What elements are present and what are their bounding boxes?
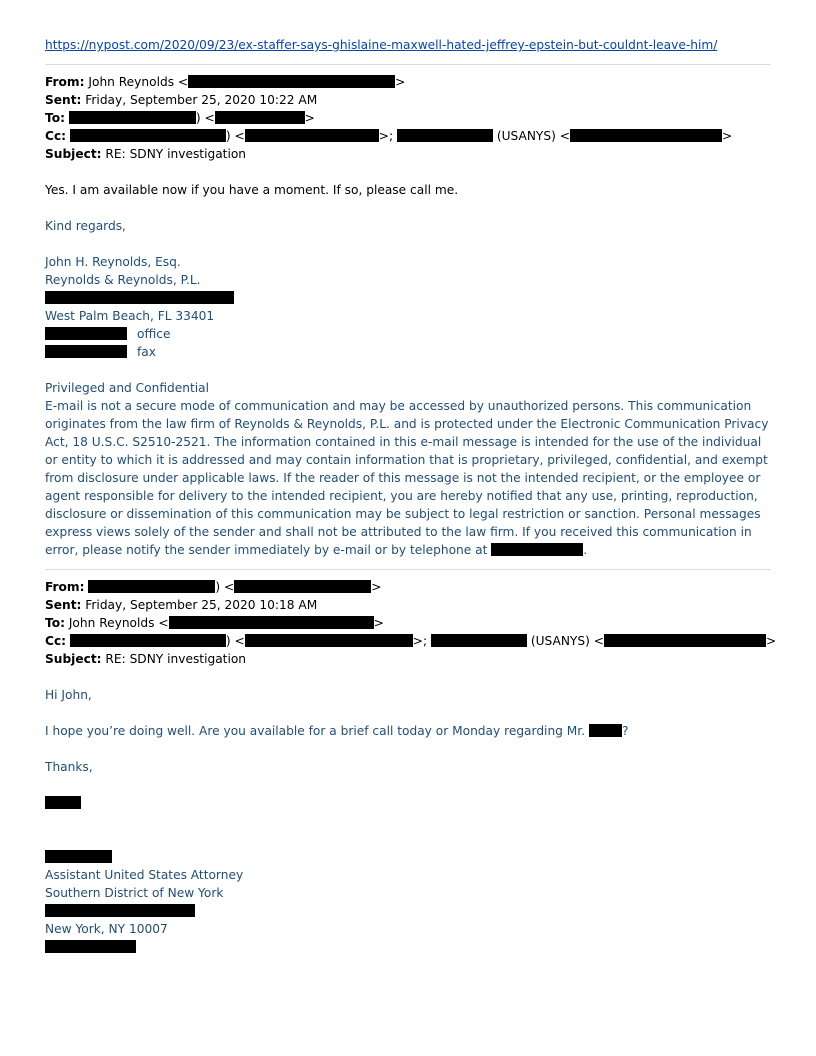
from-value: John Reynolds <: [88, 75, 189, 89]
redaction: [70, 129, 226, 142]
cc-usanys: (USANYS) <: [530, 634, 604, 648]
cc-usanys: (USANYS) <: [496, 129, 570, 143]
closing: Kind regards,: [45, 219, 126, 233]
redaction: [45, 345, 127, 358]
from-label: From:: [45, 580, 85, 594]
redaction: [45, 796, 81, 809]
redaction: [215, 111, 305, 124]
redaction: [169, 616, 374, 629]
sent-label: Sent:: [45, 93, 82, 107]
redaction: [431, 634, 527, 647]
redaction: [45, 291, 234, 304]
email-thread: https://nypost.com/2020/09/23/ex-staffer-says-ghislaine-maxwell-hated-jeffrey-epstein-but-couldnt-leave-him/ From: John Reynolds < > Sent: Friday, September 25, 2020 10:22 AM To: ) < > Cc: ) < >; (USANYS) < > Subject: RE: SDNY investigation Yes. I am available now if you have a moment. If so, please call me. Kind regards, John H. Reynolds, Esq. Reynolds & Reynolds, P.L. West Palm Beach, FL 33401 office fax Privileged and Confidential E-mail is not a secure mode of communication and may be accessed by unauthorized persons. This communication originates from the law firm of Reynolds & Reynolds, P.L. and is protected under the Electronic Communication Privacy Act, 18 U.S.C. S2510-2521. The information contained in this e-mail message is intended for the use of the individual or entity to which it is addressed and may contain information that is proprietary, privileged, confidential, and exempt from disclosure under applicable laws. If the reader of this message is not the intended recipient, or the employee or agent responsible for delivery to the intended recipient, you are hereby notified that any use, printing, reproduction, disclosure or dissemination of this communication may be subject to legal restriction or sanction. Personal messages express views solely of the sender and shall not be attributed to the law firm. If you received this communication in error, please notify the sender immediately by e-mail or by telephone at . From: ) < > Sent: Friday, September 25, 2020 10:18 AM To: John Reynolds < > Cc: ) < >; (USANYS) < > Subject: RE: SDNY investigation Hi John, I hope you’re doing well. Are you available for a brief call today or Monday regarding Mr. ? Thanks, Assistant United States Attorney Southern District of New York New York, NY 10007: [45, 36, 771, 956]
subject-value: RE: SDNY investigation: [105, 652, 247, 666]
notice-text: E-mail is not a secure mode of communication and may be accessed by unauthorized persons. This communication originates from the law firm of Reynolds & Reynolds, P.L. and is protected under the Electronic Communication Privacy Act, 18 U.S.C. S2510-2521. The information contained in this e-mail message is intended for the use of the individual or entity to which it is addressed and may contain information that is proprietary, privileged, confidential, and exempt from disclosure under applicable laws. If the reader of this message is not the intended recipient, or the employee or agent responsible for delivery to the intended recipient, you are hereby notified that any use, printing, reproduction, disclosure or dissemination of this communication may be subject to legal restriction or sanction. Personal messages express views solely of the sender and shall not be attributed to the law firm. If you received this communication in error, please notify the sender immediately by e-mail or by telephone at: [45, 399, 769, 557]
email-body: Yes. I am available now if you have a moment. If so, please call me.: [45, 183, 459, 197]
divider: [45, 64, 771, 65]
subject-label: Subject:: [45, 652, 102, 666]
redaction: [245, 129, 379, 142]
sig-title: Assistant United States Attorney: [45, 868, 244, 882]
sent-value: Friday, September 25, 2020 10:18 AM: [85, 598, 318, 612]
signature: [45, 848, 771, 956]
redaction: [397, 129, 493, 142]
sent-value: Friday, September 25, 2020 10:22 AM: [85, 93, 318, 107]
redaction: [188, 75, 395, 88]
email-header: From: ) < > Sent: Friday, September 25, 2020 10:18 AM To: John Reynolds < > Cc: ) < >; (USANYS) < > Subject: RE: SDNY investigation: [45, 580, 777, 666]
sig-district: Southern District of New York: [45, 886, 224, 900]
to-label: To:: [45, 111, 65, 125]
redaction: [604, 634, 766, 647]
signature: [45, 253, 771, 361]
subject-value: RE: SDNY investigation: [105, 147, 247, 161]
sig-office: office: [137, 327, 171, 341]
closing: Thanks,: [45, 760, 93, 774]
redaction: [45, 940, 136, 953]
cc-label: Cc:: [45, 634, 67, 648]
redaction: [88, 580, 215, 593]
cc-label: Cc:: [45, 129, 67, 143]
sig-name: John H. Reynolds, Esq.: [45, 255, 181, 269]
greeting: Hi John,: [45, 688, 92, 702]
redaction: [589, 724, 622, 737]
redaction: [45, 904, 195, 917]
redaction: [570, 129, 722, 142]
redaction: [491, 543, 583, 556]
sig-city: West Palm Beach, FL 33401: [45, 309, 215, 323]
email-body: I hope you’re doing well. Are you available for a brief call today or Monday regarding Mr.: [45, 724, 586, 738]
sig-fax: fax: [137, 345, 156, 359]
redaction: [45, 850, 112, 863]
subject-label: Subject:: [45, 147, 102, 161]
sig-city: New York, NY 10007: [45, 922, 168, 936]
to-label: To:: [45, 616, 65, 630]
redaction: [69, 111, 196, 124]
redaction: [234, 580, 371, 593]
email-header: From: John Reynolds < > Sent: Friday, September 25, 2020 10:22 AM To: ) < > Cc: ) < >; (USANYS) < > Subject: RE: SDNY investigation: [45, 75, 733, 161]
sig-firm: Reynolds & Reynolds, P.L.: [45, 273, 201, 287]
redaction: [70, 634, 226, 647]
divider: [45, 569, 771, 570]
notice-title: Privileged and Confidential: [45, 381, 210, 395]
from-label: From:: [45, 75, 85, 89]
to-value: John Reynolds <: [68, 616, 169, 630]
confidentiality-notice: Privileged and Confidential E-mail is not a secure mode of communication and may be accessed by unauthorized persons. This communication originates from the law firm of Reynolds & Reynolds, P.L. and is protected under the Electronic Communication Privacy Act, 18 U.S.C. S2510-2521. The information contained in this e-mail message is intended for the use of the individual or entity to which it is addressed and may contain information that is proprietary, privileged, confidential, and exempt from disclosure under applicable laws. If the reader of this message is not the intended recipient, or the employee or agent responsible for delivery to the intended recipient, you are hereby notified that any use, printing, reproduction, disclosure or dissemination of this communication may be subject to legal restriction or sanction. Personal messages express views solely of the sender and shall not be attributed to the law firm. If you received this communication in error, please notify the sender immediately by e-mail or by telephone at .: [45, 379, 771, 559]
redaction: [45, 327, 127, 340]
article-link[interactable]: https://nypost.com/2020/09/23/ex-staffer-says-ghislaine-maxwell-hated-jeffrey-epstein-but-couldnt-leave-him/: [45, 38, 718, 52]
redaction: [245, 634, 413, 647]
sent-label: Sent:: [45, 598, 82, 612]
